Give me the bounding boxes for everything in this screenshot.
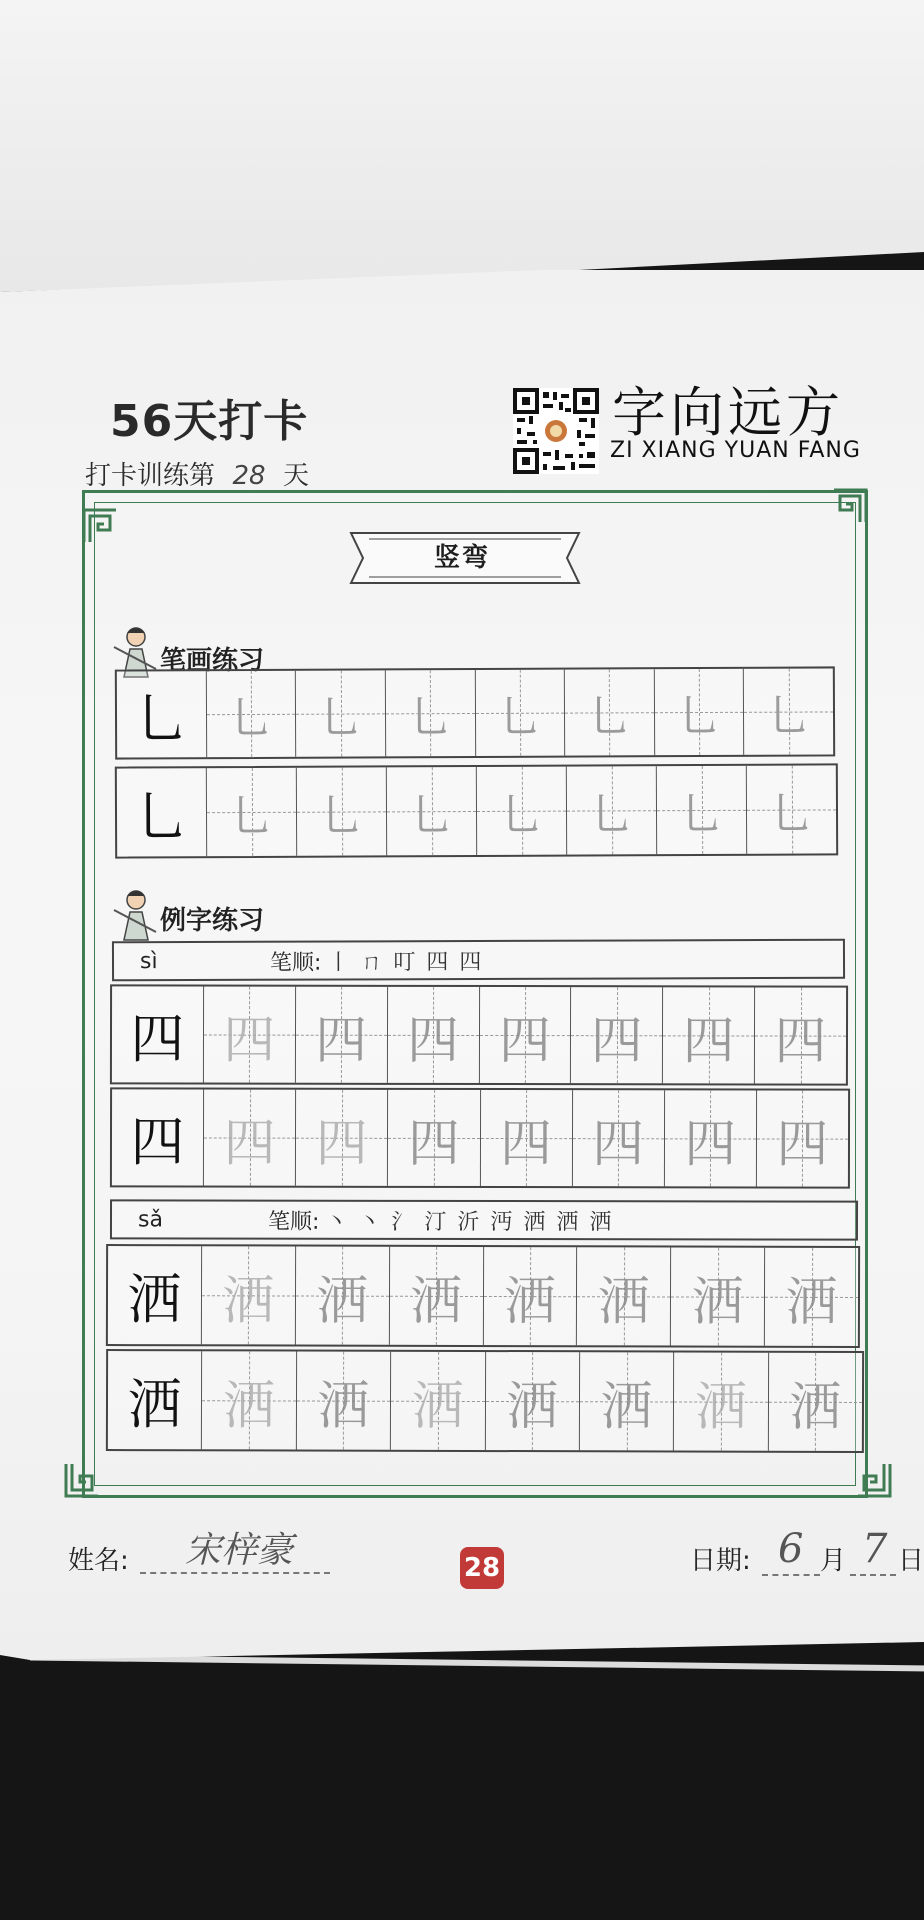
character-grid-row [106,1244,860,1348]
practice-stroke: 乚 [497,691,542,743]
practice-character: 四 [315,1010,368,1071]
student-name: 宋梓豪 [185,1530,294,1571]
character-grid-row [106,1349,864,1453]
day-counter [85,455,309,493]
stroke-order-label: 笔顺: [269,950,322,976]
practice-character: 四 [499,1113,553,1174]
grid-cell[interactable] [485,1352,580,1450]
practice-stroke: 乚 [318,692,363,744]
practice-stroke: 乚 [319,790,364,842]
practice-character: 四 [223,1113,276,1174]
practice-stroke: 乚 [676,690,722,743]
day-prefix: 打卡训练第 [85,461,216,491]
grid-cell[interactable] [477,767,567,855]
grid-cell[interactable] [747,765,836,853]
practice-character: 四 [682,1010,735,1071]
practice-character: 洒 [600,1376,653,1437]
month-unit: 月 [820,1546,847,1576]
character-info-bar [112,939,845,982]
pinyin: sì [139,948,158,974]
grid-cell[interactable] [389,1247,483,1345]
stroke-name: 竖弯 [433,543,490,573]
model-stroke: 乚 [134,686,189,750]
day-underline [850,1574,896,1576]
name-label: 姓名: [68,1546,129,1576]
practice-character: 洒 [503,1271,557,1332]
practice-character: 四 [590,1010,643,1071]
grid-cell [117,671,207,757]
practice-character: 四 [407,1113,460,1174]
practice-character: 洒 [222,1375,276,1436]
month-value: 6 [778,1526,804,1572]
grid-cell[interactable] [768,1353,862,1451]
grid-cell[interactable] [655,669,745,755]
character-grid-row [110,984,848,1085]
practice-character: 洒 [691,1272,744,1333]
grid-cell[interactable] [386,670,476,756]
corner-ornament-icon [64,1462,100,1498]
grid-cell[interactable] [757,1090,848,1186]
character-info-bar [110,1199,858,1240]
grid-cell[interactable] [388,987,480,1083]
practice-stroke: 乚 [587,691,632,743]
day-of-month-value: 7 [862,1526,888,1572]
grid-cell[interactable] [665,1090,757,1186]
month-underline [762,1574,820,1576]
page-title: 56天打卡 [110,396,309,447]
pinyin: sǎ [137,1206,163,1232]
model-character: 四 [130,1006,185,1070]
practice-character: 四 [223,1010,276,1071]
grid-cell[interactable] [297,767,387,855]
grid-cell[interactable] [565,669,655,755]
stroke-order: 丨 ㄇ 叮 四 四 [327,949,484,976]
practice-character: 四 [498,1010,551,1071]
model-character: 洒 [127,1372,182,1436]
grid-cell[interactable] [755,987,846,1083]
grid-cell[interactable] [296,987,388,1083]
grid-cell[interactable] [296,670,386,756]
grid-cell[interactable] [580,1352,675,1450]
practice-character: 洒 [409,1271,463,1332]
grid-cell[interactable] [296,1090,388,1186]
grid-cell[interactable] [297,1352,392,1450]
grid-cell[interactable] [202,1246,296,1344]
practice-character: 洒 [597,1271,650,1332]
stroke-order: 丶 丶 氵 汀 沂 沔 洒 洒 洒 [325,1209,614,1235]
practice-stroke: 乚 [499,789,544,841]
date-label: 日期: [690,1546,751,1576]
stroke-grid-row [115,666,835,759]
grid-cell [117,768,207,856]
practice-stroke: 乚 [229,790,274,843]
practice-stroke: 乚 [769,788,814,840]
grid-cell[interactable] [296,1247,390,1345]
practice-character: 四 [776,1114,829,1175]
grid-cell[interactable] [391,1352,486,1450]
practice-character: 洒 [789,1377,842,1438]
practice-character: 四 [592,1113,645,1174]
grid-cell[interactable] [577,1247,671,1345]
practice-character: 四 [684,1113,737,1174]
grid-cell[interactable] [663,987,755,1083]
character-grid-row [110,1087,850,1188]
grid-cell[interactable] [573,1090,665,1186]
grid-cell [108,1246,202,1344]
grid-cell[interactable] [765,1248,858,1346]
grid-cell[interactable] [671,1247,765,1345]
qr-code-icon [513,388,599,474]
grid-cell[interactable] [202,1351,297,1449]
model-character: 洒 [127,1267,182,1331]
grid-cell [112,1089,204,1185]
scholar-figure-icon [112,888,160,942]
practice-character: 洒 [222,1270,275,1331]
model-stroke: 乚 [134,784,189,848]
grid-cell[interactable] [479,987,571,1083]
practice-character: 四 [315,1113,368,1174]
section-title-example: 例字练习 [160,906,265,936]
practice-stroke: 乚 [408,692,453,744]
practice-stroke: 乚 [679,788,724,841]
grid-cell[interactable] [204,1090,296,1186]
grid-cell[interactable] [567,766,657,854]
corner-ornament-icon [832,488,868,524]
grid-cell[interactable] [480,1090,572,1186]
grid-cell[interactable] [204,987,296,1083]
practice-stroke: 乚 [409,790,454,842]
day-value: 28 [219,461,279,493]
practice-character: 洒 [694,1377,748,1438]
grid-cell [108,1351,203,1449]
day-suffix: 天 [283,461,310,491]
practice-character: 洒 [785,1272,838,1333]
brand-logo: 字向远方 [612,381,844,444]
corner-ornament-icon [856,1462,892,1498]
practice-character: 四 [774,1011,827,1072]
grid-cell[interactable] [657,766,747,854]
grid-cell[interactable] [387,767,477,855]
practice-character: 洒 [317,1376,370,1437]
grid-cell[interactable] [388,1090,480,1186]
practice-character: 洒 [316,1271,369,1332]
next-page-edge [0,0,924,300]
grid-cell[interactable] [207,768,297,856]
grid-cell[interactable] [571,987,663,1083]
stroke-order-label: 笔顺: [267,1209,320,1235]
practice-character: 洒 [506,1376,559,1437]
day-unit: 日 [898,1546,924,1576]
stroke-grid-row [115,763,838,858]
practice-stroke: 乚 [589,789,634,841]
grid-cell[interactable] [744,668,833,754]
section-title-stroke: 笔画练习 [160,646,265,676]
brand-romanized: ZI XIANG YUAN FANG [610,438,861,463]
grid-cell [112,986,204,1082]
practice-character: 四 [406,1010,460,1071]
grid-cell[interactable] [483,1247,577,1345]
practice-character: 洒 [411,1376,464,1437]
grid-cell[interactable] [206,671,296,757]
page-number-badge: 28 [460,1547,504,1589]
model-character: 四 [130,1109,185,1173]
practice-stroke: 乚 [228,692,274,745]
grid-cell[interactable] [674,1352,769,1450]
grid-cell[interactable] [475,670,565,756]
practice-stroke: 乚 [766,690,811,742]
